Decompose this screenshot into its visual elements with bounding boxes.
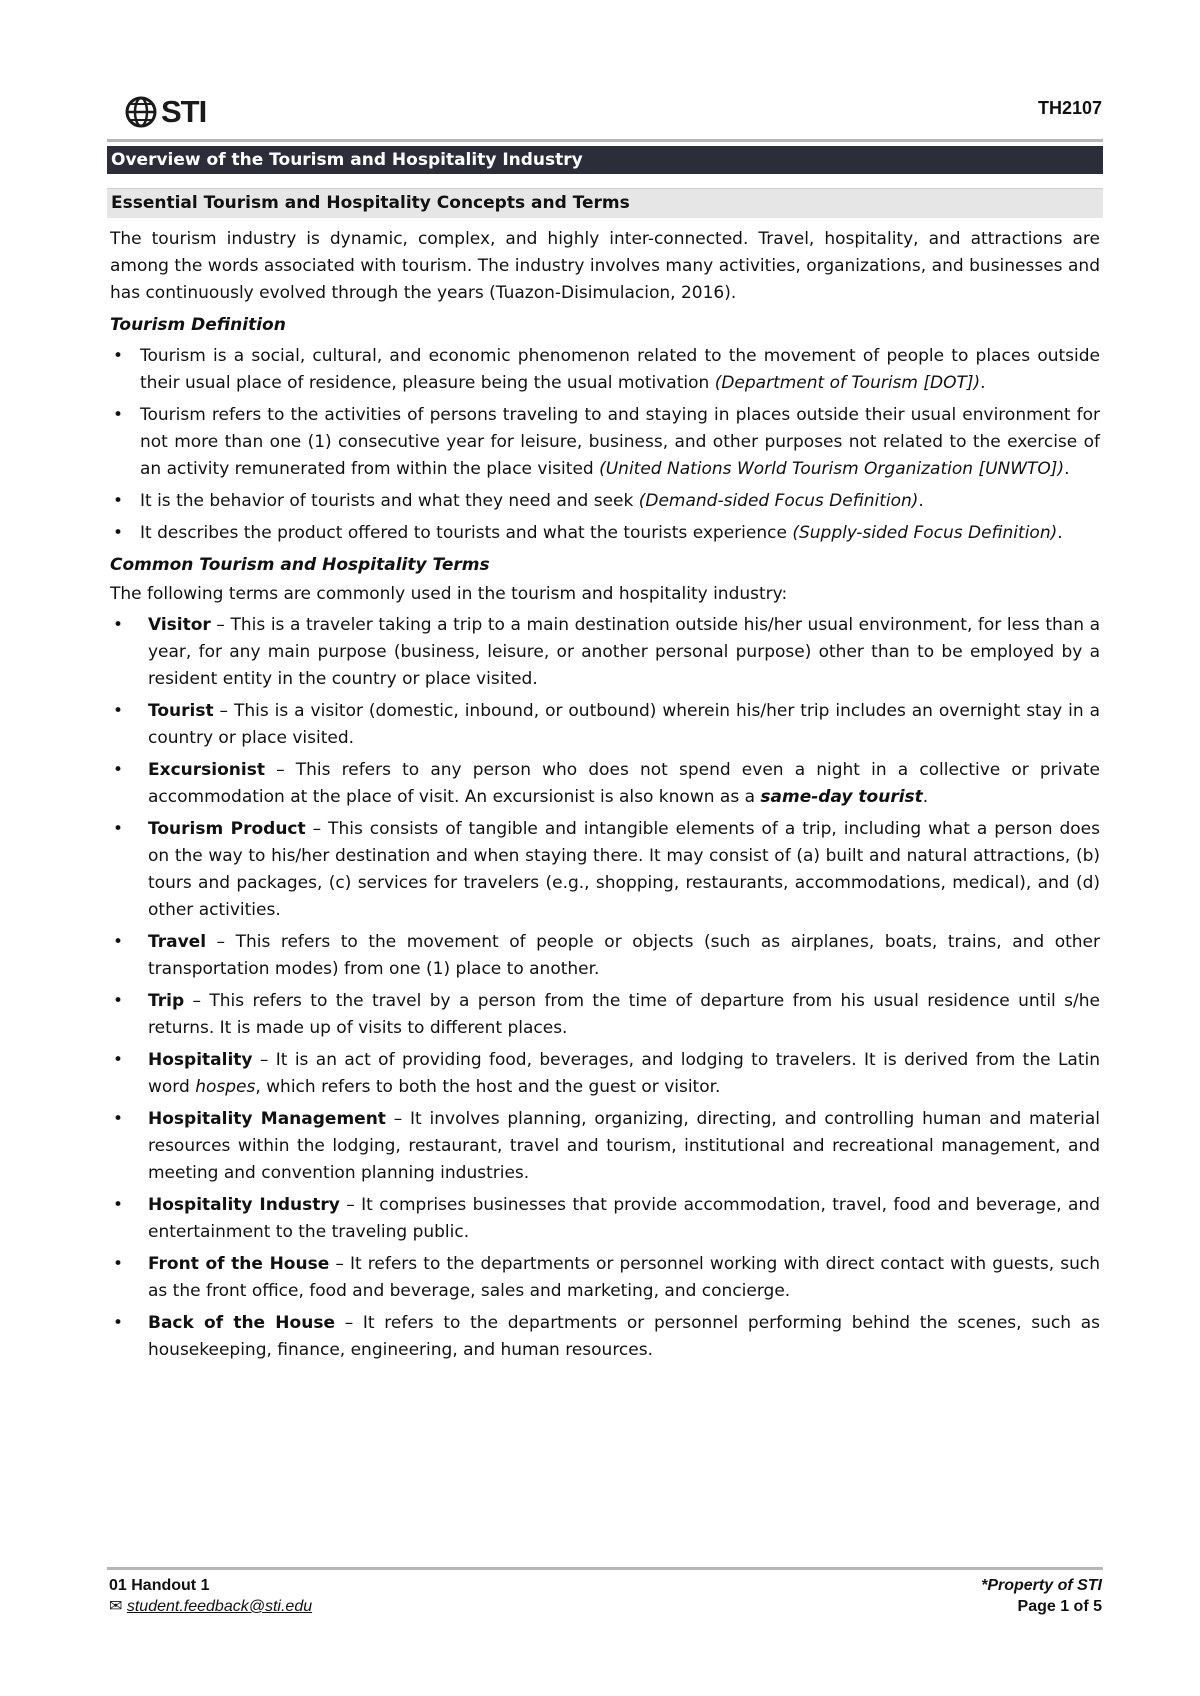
sti-globe-icon	[124, 95, 158, 129]
bullet-icon: •	[113, 819, 124, 839]
term-name: Back of the House	[148, 1313, 335, 1333]
list-item	[110, 757, 1100, 811]
bullet-icon: •	[113, 932, 124, 952]
definition-source: (United Nations World Tourism Organization [UNWTO])	[599, 459, 1065, 479]
list-item	[110, 1310, 1100, 1364]
term-description: – It involves planning, organizing, directing, and controlling human and material resources within the lodging, restaurant, travel and tourism, institutional and recreational management, and meeting and convention planning industries.	[148, 1109, 1100, 1183]
bullet-icon: •	[113, 523, 124, 543]
list-item	[110, 488, 1100, 515]
list-item	[110, 612, 1100, 693]
term-description: – This is a visitor (domestic, inbound, or outbound) wherein his/her trip includes an overnight stay in a country or place visited.	[148, 701, 1100, 748]
definition-source: (Demand-sided Focus Definition)	[638, 491, 919, 511]
definition-text: Tourism is a social, cultural, and economic phenomenon related to the movement of people to places outside their usual place of residence, pleasure being the usual motivation	[140, 346, 1100, 393]
footer-divider	[107, 1567, 1103, 1570]
bullet-icon: •	[113, 1313, 124, 1333]
definition-end: .	[1064, 459, 1070, 479]
property-note: *Property of STI	[981, 1577, 1102, 1594]
definition-end: .	[1057, 523, 1063, 543]
list-item	[110, 1251, 1100, 1305]
bullet-icon: •	[113, 405, 124, 425]
term-name: Hospitality Industry	[148, 1195, 340, 1215]
list-item	[110, 1106, 1100, 1187]
feedback-email-link[interactable]: student.feedback@sti.edu	[126, 1598, 313, 1615]
term-description: – This refers to the travel by a person from the time of departure from his usual residence until s/he returns. It is made up of visits to different places.	[148, 991, 1100, 1038]
term-name: Hospitality	[148, 1050, 253, 1070]
bullet-icon: •	[113, 1109, 124, 1129]
definition-text: Tourism refers to the activities of persons traveling to and staying in places outside their usual environment for not more than one (1) consecutive year for leisure, business, and other purposes not related to the exercise of an activity remunerated from within the place visited	[140, 405, 1100, 479]
footer-left	[109, 1575, 312, 1617]
term-name: Excursionist	[148, 760, 265, 780]
term-end: .	[922, 787, 929, 807]
terms-list	[107, 612, 1103, 1364]
list-item	[110, 988, 1100, 1042]
term-description: – This consists of tangible and intangible elements of a trip, including what a person does on the way to his/her destination and when staying there. It may consist of (a) built and natural attractions, (b) tours and packages, (c) services for travelers (e.g., shopping, restaurants, accommodations, medical), and (d) other activities.	[148, 819, 1100, 920]
list-item	[110, 1047, 1100, 1101]
header-divider	[107, 139, 1103, 142]
term-latin-word: hospes	[195, 1077, 256, 1097]
list-item	[110, 816, 1100, 924]
common-terms-heading: Common Tourism and Hospitality Terms	[110, 555, 490, 575]
subsection-title: Essential Tourism and Hospitality Concepts and Terms	[107, 188, 1103, 218]
definition-end: .	[980, 373, 986, 393]
term-name: Trip	[148, 991, 185, 1011]
term-description: – This refers to the movement of people or objects (such as airplanes, boats, trains, and other transportation modes) from one (1) place to another.	[148, 932, 1100, 979]
page-number: Page 1 of 5	[1017, 1598, 1102, 1615]
bullet-icon: •	[113, 1254, 124, 1274]
intro-paragraph: The tourism industry is dynamic, complex, and highly inter-connected. Travel, hospitality, and attractions are among the words associated with tourism. The industry involves many activities, organizations, and businesses and has continuously evolved through the years (Tuazon-Disimulacion, 2016).	[110, 229, 1100, 303]
email-line	[109, 1596, 312, 1617]
definition-text: It is the behavior of tourists and what they need and seek	[140, 491, 639, 511]
definition-end: .	[918, 491, 924, 511]
term-description: – This is a traveler taking a trip to a main destination outside his/her usual environment, for less than a year, for any main purpose (business, leisure, or another personal purpose) other than to be employed by a resident entity in the country or place visited.	[148, 615, 1100, 689]
term-description-cont: , which refers to both the host and the guest or visitor.	[255, 1077, 721, 1097]
terms-intro: The following terms are commonly used in the tourism and hospitality industry:	[110, 584, 788, 604]
logo-text: STI	[161, 94, 207, 129]
list-item	[110, 1192, 1100, 1246]
term-name: Travel	[148, 932, 207, 952]
term-description: – It comprises businesses that provide accommodation, travel, food and beverage, and entertainment to the traveling public.	[148, 1195, 1100, 1242]
term-name: Tourist	[148, 701, 214, 721]
term-name: Hospitality Management	[148, 1109, 386, 1129]
definition-source: (Supply-sided Focus Definition)	[792, 523, 1058, 543]
term-description: – This refers to any person who does not spend even a night in a collective or private accommodation at the place of visit. An excursionist is also known as a	[148, 760, 1100, 807]
term-name: Visitor	[148, 615, 211, 635]
list-item	[110, 343, 1100, 397]
term-name: Front of the House	[148, 1254, 330, 1274]
definition-text: It describes the product offered to tourists and what the tourists experience	[140, 523, 793, 543]
definition-list	[107, 343, 1103, 547]
main-content	[107, 146, 1103, 1369]
envelope-icon: ✉	[109, 1598, 123, 1615]
term-name: Tourism Product	[148, 819, 306, 839]
bullet-icon: •	[113, 346, 124, 366]
bullet-icon: •	[113, 1050, 124, 1070]
footer-right	[981, 1575, 1102, 1617]
bullet-icon: •	[113, 991, 124, 1011]
term-description: – It is an act of providing food, beverages, and lodging to travelers. It is derived from the Latin word	[148, 1050, 1100, 1097]
term-description: – It refers to the departments or personnel performing behind the scenes, such as housekeeping, finance, engineering, and human resources.	[148, 1313, 1101, 1360]
tourism-definition-heading: Tourism Definition	[110, 315, 286, 335]
list-item	[110, 698, 1100, 752]
list-item	[110, 520, 1100, 547]
bullet-icon: •	[113, 615, 124, 635]
document-code: TH2107	[1037, 98, 1102, 118]
section-title: Overview of the Tourism and Hospitality Industry	[107, 146, 1103, 174]
bullet-icon: •	[113, 491, 124, 511]
list-item	[110, 929, 1100, 983]
term-description: – It refers to the departments or personnel working with direct contact with guests, such as the front office, food and beverage, sales and marketing, and concierge.	[148, 1254, 1100, 1301]
bullet-icon: •	[113, 1195, 124, 1215]
bullet-icon: •	[113, 760, 124, 780]
term-emphasis: same-day tourist	[760, 787, 923, 807]
definition-source: (Department of Tourism [DOT])	[714, 373, 981, 393]
bullet-icon: •	[113, 701, 124, 721]
list-item	[110, 402, 1100, 483]
sti-logo	[124, 92, 206, 132]
handout-label: 01 Handout 1	[109, 1577, 210, 1594]
